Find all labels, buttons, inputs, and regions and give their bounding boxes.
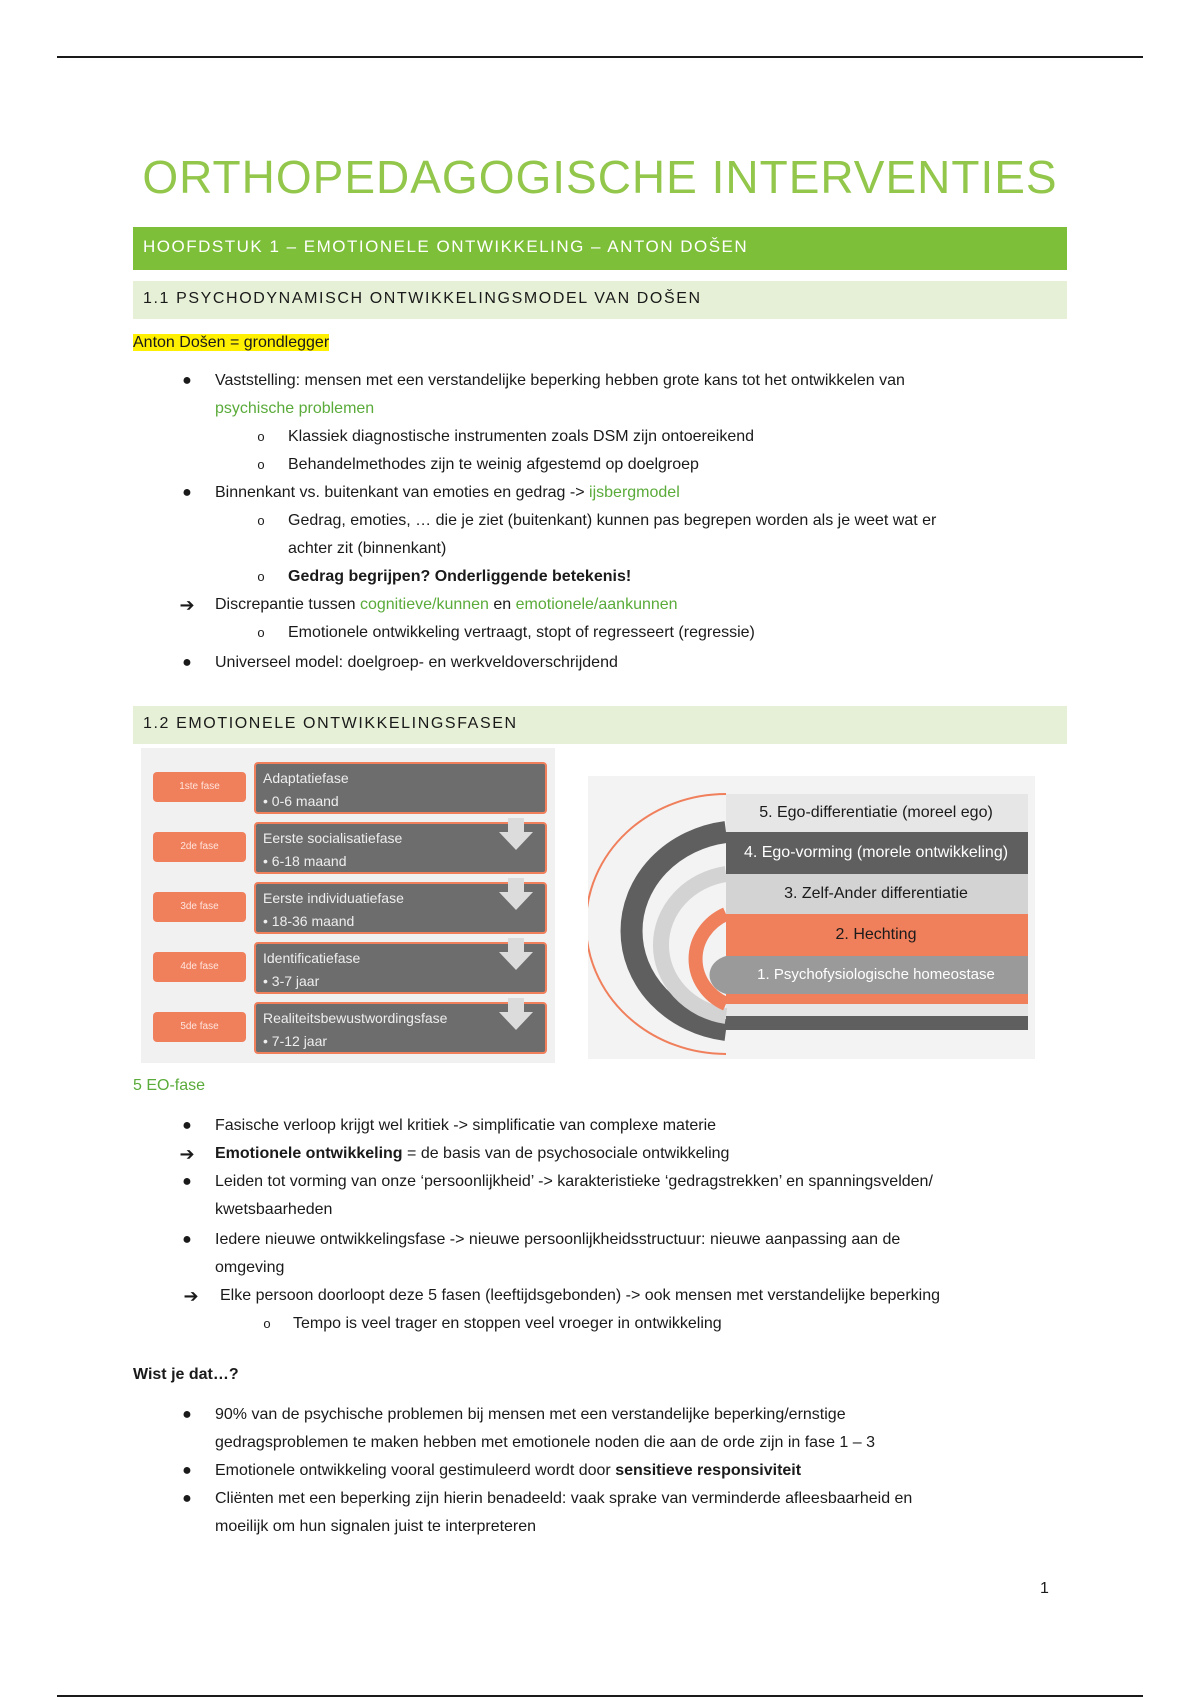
bullet-icon: ● [182,1231,192,1248]
phase-tag: 4de fase [153,952,246,982]
phase-tag: 5de fase [153,1012,246,1042]
ego-development-diagram [588,776,1035,1059]
ego-layer-3: 3. Zelf-Ander differentiatie [784,885,968,902]
bullet-icon: ● [182,1406,192,1423]
down-arrow-icon [499,998,533,1030]
document-title: ORTHOPEDAGOGISCHE INTERVENTIES [142,151,1058,203]
list-item: o Gedrag begrijpen? Onderliggende betekenis! [133,563,1073,591]
bullet-icon: ● [182,654,192,671]
highlight-grondlegger: Anton Došen = grondlegger [133,334,330,351]
list-item: ● Vaststelling: mensen met een verstandelijke beperking hebben grote kans tot het ontwikkelen van psychische problemen [133,367,1073,423]
circle-bullet-icon: o [257,569,265,584]
list-item: ● Emotionele ontwikkeling vooral gestimuleerd wordt door sensitieve responsiviteit [133,1457,1073,1485]
section-heading-1-1: 1.1 PSYCHODYNAMISCH ONTWIKKELINGSMODEL VAN DOŠEN [133,281,1067,319]
phase-box: Realiteitsbewustwordingsfase • 7-12 jaar [254,1002,547,1054]
green-term: psychische problemen [215,400,375,417]
figure-caption: 5 EO-fase [133,1077,206,1094]
phase-box: Adaptatiefase • 0-6 maand [254,762,547,814]
phase-tag: 2de fase [153,832,246,862]
arrow-icon: ➔ [179,1144,195,1164]
phase-row [147,880,549,935]
bullet-icon: ● [182,484,192,501]
phase-box: Eerste socialisatiefase • 6-18 maand [254,822,547,874]
phase-diagram [141,748,555,1063]
circle-bullet-icon: o [257,625,265,640]
arrow-icon: ➔ [179,595,195,615]
page-number: 1 [1040,1580,1049,1597]
wist-je-dat-heading: Wist je dat…? [133,1366,239,1383]
list-item: o Tempo is veel trager en stoppen veel vroeger in ontwikkeling [133,1310,1073,1338]
arrow-icon: ➔ [183,1286,199,1306]
ego-layer-5: 5. Ego-differentiatie (moreel ego) [759,804,993,821]
top-rule [57,56,1143,58]
phase-row [147,940,549,995]
list-item: ● Universeel model: doelgroep- en werkveldoverschrijdend [133,649,1073,677]
list-item: ➔ Emotionele ontwikkeling = de basis van de psychosociale ontwikkeling [133,1140,1073,1168]
ego-layer-4: 4. Ego-vorming (morele ontwikkeling) [743,844,1009,861]
section-1-1-body [133,329,1073,677]
circle-bullet-icon: o [263,1316,271,1331]
bullet-icon: ● [182,1173,192,1190]
down-arrow-icon [499,878,533,910]
bullet-icon: ● [182,1117,192,1134]
down-arrow-icon [499,818,533,850]
ego-layer-2: 2. Hechting [835,926,917,943]
list-item: ➔ Discrepantie tussen cognitieve/kunnen en emotionele/aankunnen [133,591,1073,619]
green-term: ijsbergmodel [589,484,680,501]
list-item: ● Leiden tot vorming van onze ‘persoonlijkheid’ -> karakteristieke ‘gedragstrekken’ en spanningsvelden/ kwetsbaarheden [133,1168,1073,1224]
list-item: ➔ Elke persoon doorloopt deze 5 fasen (leeftijdsgebonden) -> ook mensen met verstandelijke beperking [133,1282,1073,1310]
phase-box: Eerste individuatiefase • 18-36 maand [254,882,547,934]
list-item: o Klassiek diagnostische instrumenten zoals DSM zijn ontoereikend [133,423,1073,451]
list-item: ● 90% van de psychische problemen bij mensen met een verstandelijke beperking/ernstige gedragsproblemen te maken hebben met emotionele noden die aan de orde zijn in fase 1 – 3 [133,1401,1073,1457]
list-item: o Behandelmethodes zijn te weinig afgestemd op doelgroep [133,451,1073,479]
list-item: ● Fasische verloop krijgt wel kritiek -> simplificatie van complexe materie [133,1112,1073,1140]
chapter-heading: HOOFDSTUK 1 – EMOTIONELE ONTWIKKELING – ANTON DOŠEN [133,227,1067,270]
list-item: ● Binnenkant vs. buitenkant van emoties en gedrag -> ijsbergmodel [133,479,1073,507]
bullet-icon: ● [182,372,192,389]
list-item: ● Iedere nieuwe ontwikkelingsfase -> nieuwe persoonlijkheidsstructuur: nieuwe aanpassing aan de omgeving [133,1226,1073,1282]
section-heading-1-2: 1.2 EMOTIONELE ONTWIKKELINGSFASEN [133,706,1067,744]
phase-tag: 1ste fase [153,772,246,802]
bottom-rule [57,1695,1143,1697]
list-item: o Emotionele ontwikkeling vertraagt, stopt of regresseert (regressie) [133,619,1073,647]
bullet-icon: ● [182,1490,192,1507]
wist-je-dat-section [133,1361,1073,1541]
phase-row [147,1000,549,1055]
circle-bullet-icon: o [257,429,265,444]
ego-layer-1: 1. Psychofysiologische homeostase [757,966,995,983]
bullet-icon: ● [182,1462,192,1479]
phase-row [147,820,549,875]
phase-box: Identificatiefase • 3-7 jaar [254,942,547,994]
list-item: o Gedrag, emoties, … die je ziet (buitenkant) kunnen pas begrepen worden als je weet wat er achter zit (binnenkant) [133,507,1073,563]
circle-bullet-icon: o [257,513,265,528]
section-1-2-body [133,1072,1073,1338]
down-arrow-icon [499,938,533,970]
phase-tag: 3de fase [153,892,246,922]
list-item: ● Cliënten met een beperking zijn hierin benadeeld: vaak sprake van verminderde afleesbaarheid en moeilijk om hun signalen juist te interpreteren [133,1485,1073,1541]
phase-row [147,760,549,815]
circle-bullet-icon: o [257,457,265,472]
